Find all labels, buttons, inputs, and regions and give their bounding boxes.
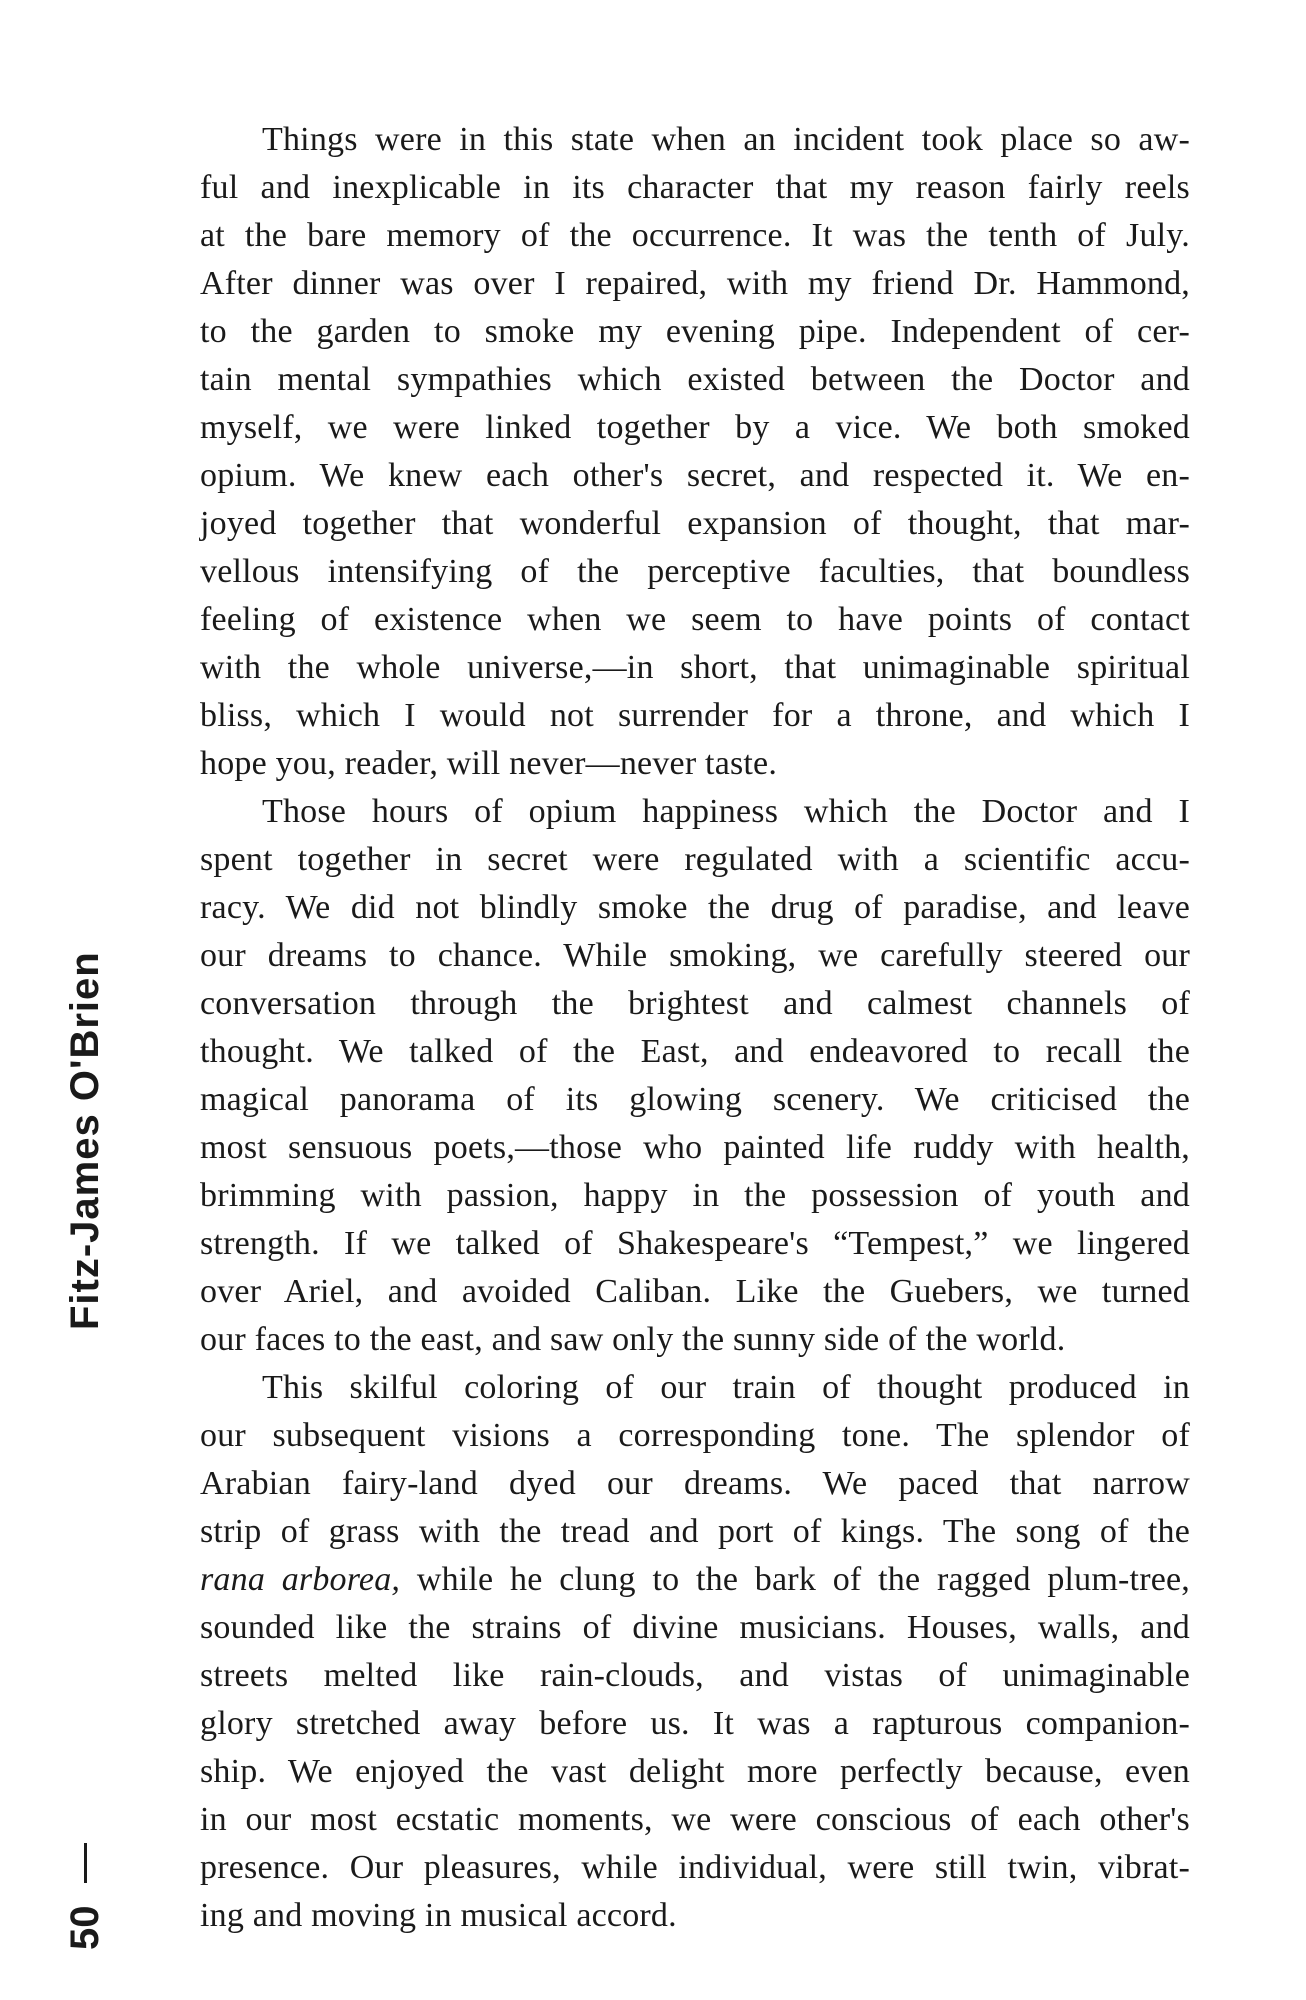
- paragraph-1-line: Things were in this state when an incident took place so aw-: [262, 121, 1190, 158]
- paragraph-3-line: glory stretched away before us. It was a rapturous companion-: [200, 1705, 1190, 1742]
- paragraph-3-line: This skilful coloring of our train of thought produced in: [262, 1369, 1190, 1406]
- paragraph-2-line: conversation through the brightest and calmest channels of: [200, 985, 1190, 1022]
- paragraph-2-line: racy. We did not blindly smoke the drug of paradise, and leave: [200, 889, 1190, 926]
- paragraph-3-line: ship. We enjoyed the vast delight more perfectly because, even: [200, 1753, 1190, 1790]
- paragraph-3-line: in our most ecstatic moments, we were conscious of each other's: [200, 1801, 1190, 1838]
- paragraph-3-line: presence. Our pleasures, while individual, were still twin, vibrat-: [200, 1849, 1190, 1886]
- paragraph-3-line: streets melted like rain-clouds, and vistas of unimaginable: [200, 1657, 1190, 1694]
- paragraph-3-line: sounded like the strains of divine musicians. Houses, walls, and: [200, 1609, 1190, 1646]
- paragraph-2-line: Those hours of opium happiness which the Doctor and I: [262, 793, 1190, 830]
- paragraph-1-line: After dinner was over I repaired, with my friend Dr. Hammond,: [200, 265, 1190, 302]
- paragraph-1-line: feeling of existence when we seem to have points of contact: [200, 601, 1190, 638]
- paragraph-2-line: brimming with passion, happy in the possession of youth and: [200, 1177, 1190, 1214]
- folio: [40, 1810, 130, 1950]
- paragraph-3-line: our subsequent visions a corresponding tone. The splendor of: [200, 1417, 1190, 1454]
- paragraph-1-line: hope you, reader, will never—never taste.: [200, 745, 778, 782]
- paragraph-1-line: joyed together that wonderful expansion of thought, that mar-: [200, 505, 1190, 542]
- paragraph-1-line: myself, we were linked together by a vice. We both smoked: [200, 409, 1190, 446]
- paragraph-2-line: most sensuous poets,—those who painted life ruddy with health,: [200, 1129, 1190, 1166]
- body-text: [200, 116, 1190, 1940]
- paragraph-1-line: with the whole universe,—in short, that unimaginable spiritual: [200, 649, 1190, 686]
- line-remainder: while he clung to the bark of the ragged plum-tree,: [400, 1561, 1191, 1598]
- paragraph-3-line-italic: [200, 1556, 1190, 1604]
- page-number: 50: [62, 1905, 107, 1950]
- paragraph-3-line: Arabian fairy-land dyed our dreams. We paced that narrow: [200, 1465, 1190, 1502]
- paragraph-2-line: our dreams to chance. While smoking, we carefully steered our: [200, 937, 1190, 974]
- paragraph-2-line: strength. If we talked of Shakespeare's “Tempest,” we lingered: [200, 1225, 1190, 1262]
- paragraph-1-line: to the garden to smoke my evening pipe. Independent of cer-: [200, 313, 1190, 350]
- paragraph-2-line: thought. We talked of the East, and endeavored to recall the: [200, 1033, 1190, 1070]
- author-name: Fitz-James O'Brien: [62, 951, 107, 1330]
- paragraph-1-line: at the bare memory of the occurrence. It was the tenth of July.: [200, 217, 1190, 254]
- paragraph-2-line: over Ariel, and avoided Caliban. Like the Guebers, we turned: [200, 1273, 1190, 1310]
- paragraph-3-line: strip of grass with the tread and port of kings. The song of the: [200, 1513, 1190, 1550]
- running-head-author: [40, 951, 130, 1330]
- paragraph-2-line: magical panorama of its glowing scenery. We criticised the: [200, 1081, 1190, 1118]
- folio-divider: [84, 1844, 87, 1884]
- paragraph-1-line: bliss, which I would not surrender for a throne, and which I: [200, 697, 1190, 734]
- italic-latin-name: rana arborea,: [200, 1561, 401, 1598]
- paragraph-2-line: spent together in secret were regulated with a scientific accu-: [200, 841, 1190, 878]
- paragraph-2-line: our faces to the east, and saw only the sunny side of the world.: [200, 1321, 1066, 1358]
- paragraph-1-line: vellous intensifying of the perceptive faculties, that boundless: [200, 553, 1190, 590]
- paragraph-1-line: tain mental sympathies which existed between the Doctor and: [200, 361, 1190, 398]
- paragraph-1-line: ful and inexplicable in its character that my reason fairly reels: [200, 169, 1190, 206]
- paragraph-3-line: ing and moving in musical accord.: [200, 1897, 677, 1934]
- paragraph-1-line: opium. We knew each other's secret, and respected it. We en-: [200, 457, 1190, 494]
